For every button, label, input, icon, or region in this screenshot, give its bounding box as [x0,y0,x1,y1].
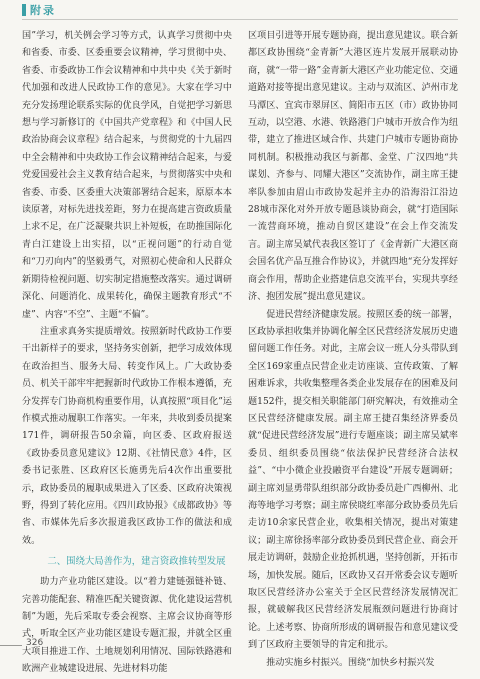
paragraph: 国”学习，机关例会学习等方式，认真学习贯彻中央和省委、市委、区委重要会议精神，学习贯彻中央、省委、市委政协工作会议精神和中共中央《关于新时代加强和改进人民政协工作的意见》。大家在学习中充分发扬理论联系实际的优良学风，自觉把学习新思想与学习新修订的《中国共产党章程》和《中国人民政治协商会议章程》结合起来，与贯彻党的十九届四中全会精神和中央政协工作会议精神结合起来，与爱党爱国爱社会主义教育结合起来，与贯彻落实中央和省委、市委、区委重大决策部署结合起来，原原本本读原著，对标先进找差距，努力在提高建言资政质量上求不足，在广泛凝聚共识上补短板，在助推国际化青白江建设上出实招，以“正视问题”的行动自觉和“刀刃向内”的坚毅勇气，对照初心使命和人民群众新期待检视问题、切实制定措施整改落实。通过调研深化、问题消化、成果转化，确保主题教育形式“不虚”、内容“不空”、主题“不偏”。 [22,31,232,320]
footer-rule [0,645,22,646]
section-heading: 二、围绕大局善作为，建言资政推转型发展 [47,556,226,568]
paragraph: 推动实施乡村振兴。围绕“加快乡村振兴发 [266,657,435,668]
paragraph: 注重求真务实提质增效。按照新时代政协工作要干出新样子的要求，坚持务实创新，把学习成效体现在政治担当、服务大局、转变作风上。广大政协委员、机关干部牢牢把握新时代政协工作根本遵循，充分发挥专门协商机构重要作用，认真按照“项目化”运作模式推动履职工作落实。一年来，共收到委员提案171件，调研报告50余篇，向区委、区政府报送《政协委员意见建议》12期、《社情民意》4件，区委书记张胜、区政府区长施勇先后4次作出重要批示，政协委员的履职成果进入了区委、区政府决策视野，得到了转化应用。《四川政协报》《成都政协》等省、市媒体先后多次报道我区政协工作的做法和成效。 [22,326,232,546]
right-column [248,28,458,668]
header-mark-icon [22,4,26,16]
paragraph: 助力产业功能区建设。以“着力建链强链补链、完善功能配套、精准匹配关键资源、优化建设运营机制”为题，先后采取专委会视察、主席会议协商等形式，听取全区产业功能区建设专题汇报，并就全区重大项目推进工作、土地规划利用情况、国际铁路港和欧洲产业城建设进展、先进材料功能 [22,577,232,675]
header-rule [22,19,458,20]
header-label: 附录 [30,4,56,17]
paragraph: 促进民营经济健康发展。按照区委的统一部署，区政协承担收集并协调化解全区民营经济发展历史遗留问题工作任务。对此，主席会议一班人分头带队到全区169家重点民营企业走访座谈、宣传政策、了解困难诉求，共收集整理各类企业发展存在的困难及问题152件，提交相关职能部门研究解决，有效推动全区民营经济健康发展。副主席王捷召集经济界委员就“促进民营经济发展”进行专题座谈；副主席吴斌率委员、组织委员围绕“依法保护民营经济合法权益”、“中小微企业投融资平台建设”开展专题调研；副主席刘显勇带队组织部分政协委员赴广西柳州、北海等地学习考察；副主席侯晓红率部分政协委员先后走访10余家民营企业，收集相关情况，提出对策建议；副主席徐扬率部分政协委员到民营企业、商会开展走访调研，鼓励企业抢抓机遇，坚持创新，开拓市场，加快发展。随后，区政协又召开常委会议专题听取区民营经济办公室关于全区民营经济发展情况汇报，就破解我区民营经济发展瓶颈问题进行协商讨论。上述考察、协商所形成的调研报告和意见建议受到了区政府主要领导的肯定和批示。 [248,309,458,651]
page-header [0,0,480,20]
paragraph: 区项目引进等开展专题协商，提出意见建议。联合新都区政协围绕“金青新”大港区连片发展开展联动协商，就“一带一路”金青新大港区产业功能定位、交通道路对接等提出意见建议。主动与双流区、泸州市龙马潭区、宜宾市翠屏区、简阳市五区（市）政协协同互动，以空港、水港、铁路港门户城市开放合作为纽带，建立了推进区域合作、共建门户城市专题协商协同机制。积极推动我区与新都、金堂、广汉四地“共谋划、齐参与、同耀大港区”交流协作，副主席王捷率队参加由眉山市政协发起并主办的沿海沿江沿边28城市深化对外开放专题恳谈协商会，就“打造国际一流营商环境，推动自贸区建设”在会上作交流发言。副主席吴斌代表我区签订了《金青新广大港区商会国名优产品互推合作协议》，并就四地“充分发挥好商会作用，帮助企业搭建信息交流平台，实现共享经济、抱团发展”提出意见建议。 [248,31,458,303]
page-number: 326 [26,638,44,648]
